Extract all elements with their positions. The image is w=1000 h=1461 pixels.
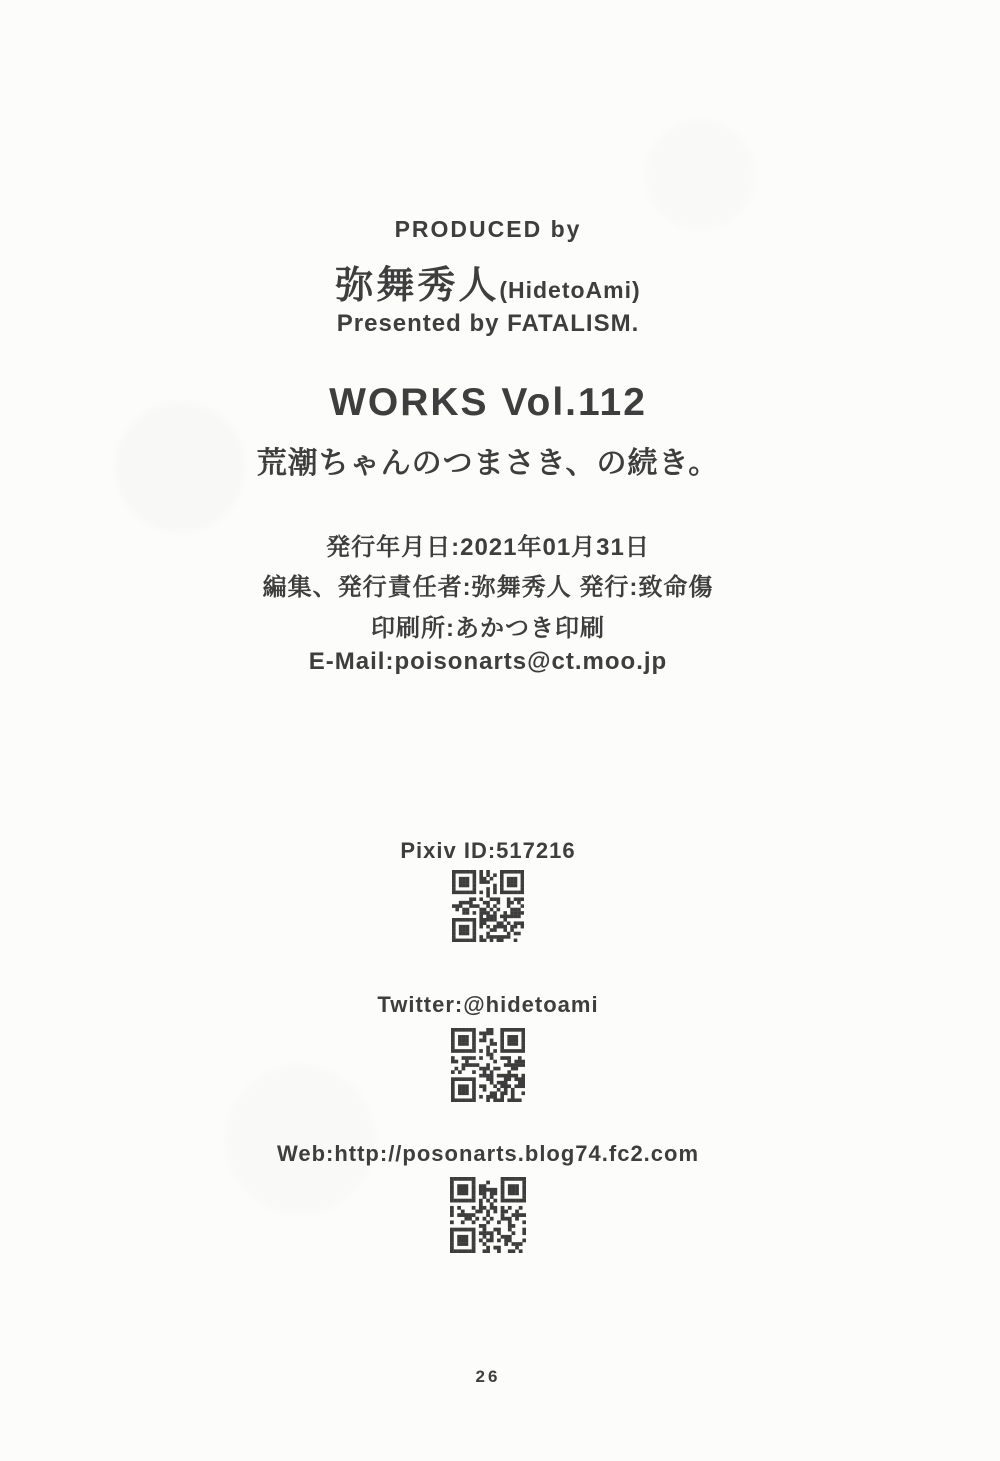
presented-by-line: Presented by FATALISM. (336, 310, 640, 337)
page-number: 26 (475, 1367, 501, 1386)
qr-code-pixiv (452, 870, 524, 942)
editor-publisher-line: 編集、発行責任者:弥舞秀人 発行:致命傷 (262, 574, 714, 601)
twitter-handle-line: Twitter:@hidetoami (377, 992, 599, 1017)
works-subtitle: 荒潮ちゃんのつまさき、の続き。 (256, 447, 720, 480)
author-romaji: (HidetoAmi) (499, 277, 641, 303)
author-line (0, 254, 976, 309)
publication-date-line: 発行年月日:2021年01月31日 (326, 534, 650, 561)
works-volume-title: WORKS Vol.112 (329, 381, 647, 424)
qr-code-web (450, 1177, 526, 1253)
produced-by-line: PRODUCED by (394, 216, 582, 242)
pixiv-id-line: Pixiv ID:517216 (400, 838, 576, 863)
author-name: 弥舞秀人 (335, 265, 500, 307)
printer-line: 印刷所:あかつき印刷 (371, 615, 605, 642)
email-line: E-Mail:poisonarts@ct.moo.jp (308, 648, 668, 675)
qr-code-twitter (451, 1028, 525, 1102)
website-url-line: Web:http://posonarts.blog74.fc2.com (276, 1141, 700, 1166)
